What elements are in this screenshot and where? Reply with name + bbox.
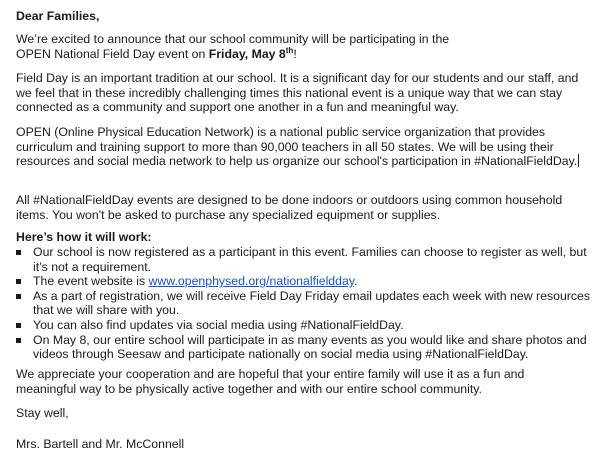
list-item: The event website is www.openphysed.org/nationalfieldday.	[16, 274, 592, 289]
list-item: You can also find updates via social media using #NationalFieldDay.	[16, 318, 592, 333]
event-date: Friday, May 8th	[208, 45, 294, 61]
signature: Mrs. Bartell and Mr. McConnell	[16, 437, 185, 451]
intro-text: We’re excited to announce that our school community will be participating in the OPEN National Field Day event on	[16, 32, 450, 61]
list-item: Our school is now registered as a participant in this event. Families can choose to register as well, but it’s not a requirement.	[16, 245, 592, 274]
sign-off: Stay well,	[16, 406, 69, 420]
closing-paragraph: We appreciate your cooperation and are hopeful that your entire family will use it as a fun and meaningful way to be physically active together and with our entire school community.	[16, 367, 525, 396]
bullet-icon	[16, 294, 21, 299]
greeting: Dear Families,	[16, 9, 100, 23]
how-it-works-heading: Here’s how it will work:	[16, 230, 152, 244]
events-paragraph: All #NationalFieldDay events are designed to be done indoors or outdoors using common household items. You won't be asked to purchase any specialized equipment or supplies.	[16, 193, 563, 222]
text-cursor	[578, 154, 579, 167]
list-item: On May 8, our entire school will participate in as many events as you would like and share photos and videos through Seesaw and participate nationally on social media using #NationalFieldDay.	[16, 333, 592, 362]
list-item: As a part of registration, we will receive Field Day Friday email updates each week with new resources that we will share with you.	[16, 289, 592, 318]
intro-paragraph: We’re excited to announce that our school community will be participating in the OPEN National Field Day event on Friday, May 8th!	[16, 32, 450, 61]
bullet-icon	[16, 279, 21, 284]
event-website-link[interactable]: www.openphysed.org/nationalfieldday	[148, 274, 355, 289]
field-day-paragraph: Field Day is an important tradition at our school. It is a significant day for our students and our staff, and we feel that in these incredibly challenging times this national event is a unique way that we can stay connected as a community and support one another in a fun and meaningful way.	[16, 71, 579, 115]
how-it-works-list	[16, 245, 592, 362]
open-paragraph: OPEN (Online Physical Education Network) is a national public service organization that provides curriculum and training support to more than 90,000 teachers in all 50 states. We will be using their resources and social media network to help us organize our school's participation in #NationalFieldDay.	[16, 125, 578, 169]
bullet-icon	[16, 323, 21, 328]
bullet-icon	[16, 250, 21, 255]
bullet-icon	[16, 338, 21, 343]
